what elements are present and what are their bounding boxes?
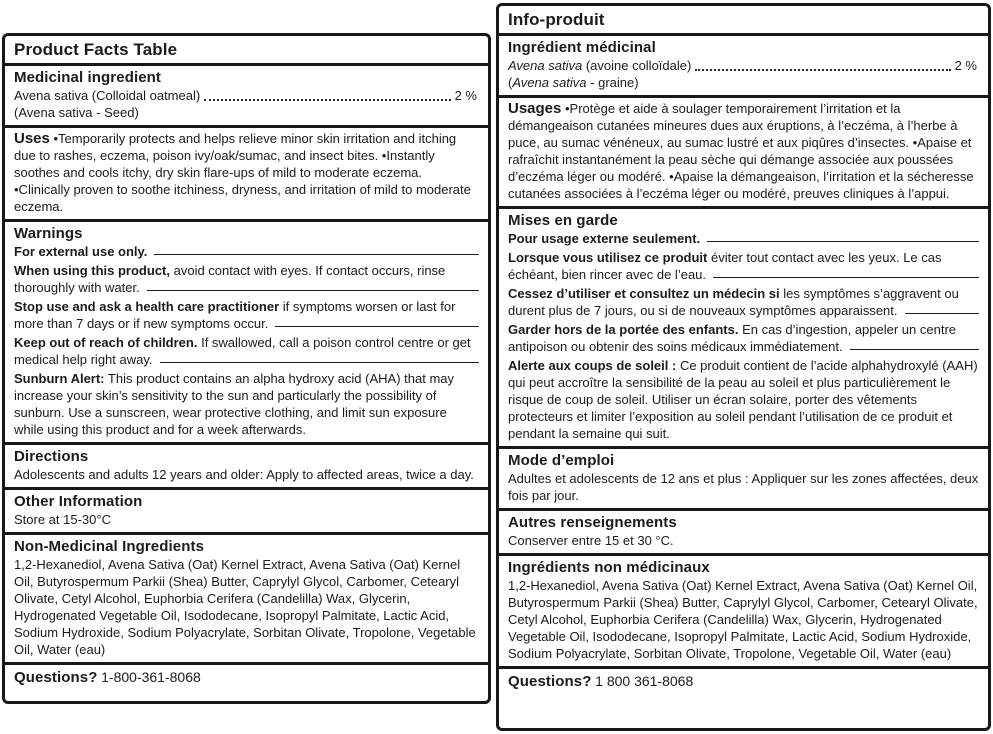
ingredient-source-rest: - graine) [586, 75, 639, 90]
non-medicinal-text-en: 1,2-Hexanediol, Avena Sativa (Oat) Kernel Extract, Avena Sativa (Oat) Kernel Oil, Butyrospermum Parkii (Shea) Butter, Caprylyl Glycol, Carbomer, Cetearyl Olivate, Cetyl Alcohol, Euphorbia Cerifera (Candelilla) Wax, Glycerin, Hydrogenated Vegetable Oil, Isododecane, Isopropyl Palmitate, Lactic Acid, Sodium Hydroxide, Sodium Polyacrylate, Sorbitan Olivate, Tropolone, Vegetable Oil, Water (eau) [14, 557, 476, 657]
ingredient-row-en [14, 87, 479, 104]
warning-lead: Cessez d’utiliser et consultez un médecin si [508, 286, 780, 301]
directions-heading-fr: Mode d’emploi [508, 452, 615, 469]
warnings-heading-fr: Mises en garde [508, 212, 618, 229]
ingredient-source-latin: Avena sativa [512, 75, 587, 90]
other-information-heading-fr: Autres renseignements [508, 514, 677, 531]
section-warnings-en [5, 219, 488, 442]
questions-phone-fr: 1 800 361-8068 [595, 673, 694, 689]
warning-lead: Stop use and ask a health care practitioner [14, 299, 280, 314]
section-other-information-fr [499, 508, 988, 553]
section-warnings-fr [499, 206, 988, 446]
non-medicinal-text-fr: 1,2-Hexanediol, Avena Sativa (Oat) Kernel Extract, Avena Sativa (Oat) Kernel Oil, Butyrospermum Parkii (Shea) Butter, Caprylyl Glycol, Carbomer, Cetearyl Olivate, Cetyl Alcohol, Euphorbia Cerifera (Candelilla) Wax, Glycerin, Hydrogenated Vegetable Oil, Isododecane, Isopropyl Palmitate, Lactic Acid, Sodium Hydroxide, Sodium Polyacrylate, Sorbitan Olivate, Tropolone, Vegetable Oil, Water (eau) [508, 578, 978, 661]
section-non-medicinal-fr [499, 553, 988, 666]
warning-text: This product contains an alpha hydroxy acid (AHA) that may increase your skin’s sensitivity to the sun and particularly the possibility of sunburn. Use a sunscreen, wear protective clothing, and limit sun exposure while using this product and for a week afterwards. [14, 371, 455, 437]
panel-title-en: Product Facts Table [14, 40, 178, 59]
section-non-medicinal-en [5, 532, 488, 662]
directions-heading-en: Directions [14, 448, 89, 465]
questions-row-en [14, 668, 479, 687]
warning-text: avoid contact with eyes. If contact occurs, rinse thoroughly with water. [14, 263, 446, 295]
uses-paragraph-en [14, 130, 479, 215]
section-directions-en [5, 442, 488, 487]
product-facts-panel-en [2, 33, 491, 704]
warnings-heading-en: Warnings [14, 225, 83, 242]
warning-text: if symptoms worsen or last for more than 7 days or if new symptoms occur. [14, 299, 456, 331]
warning-lead: Garder hors de la portée des enfants. [508, 322, 739, 337]
uses-heading-en: Uses [14, 130, 50, 147]
ingredient-source-fr [508, 74, 979, 91]
warning-lead: When using this product, [14, 263, 170, 278]
section-medicinal-ingredient-en [5, 63, 488, 125]
warning-external-use-fr: Pour usage externe seulement. [508, 230, 979, 247]
warning-item-when-using-en [14, 262, 479, 296]
uses-text-en: •Temporarily protects and helps relieve minor skin irritation and itching due to rashes, eczema, poison ivy/oak/sumac, and insect bites. •Instantly soothes and cools itchy, dry skin flare-ups of mild to moderate eczema. •Clinically proven to soothe itchiness, dryness, and irritation of mild to moderate eczema. [14, 131, 471, 214]
directions-text-en: Adolescents and adults 12 years and older: Apply to affected areas, twice a day. [14, 467, 474, 482]
ingredient-percent-fr: 2 % [954, 58, 977, 73]
section-directions-fr [499, 446, 988, 508]
non-medicinal-heading-fr: Ingrédients non médicinaux [508, 559, 710, 576]
warning-text: Ce produit contient de l’acide alphahydroxylé (AAH) qui peut accroître la sensibilité de la peau au soleil et plus particulièrement le risque de coup de soleil. Utiliser un écran solaire, porter des vêtements protecteurs et limiter l’exposition au soleil pendant l’utilisation de ce produit et pendant la semaine qui suit. [508, 358, 978, 441]
section-uses-fr [499, 95, 988, 206]
ingredient-name-en: Avena sativa (Colloidal oatmeal) [14, 88, 201, 103]
ingredient-latin-name: Avena sativa [508, 58, 583, 73]
warning-text: éviter tout contact avec les yeux. Le cas échéant, bien rincer avec de l’eau. [508, 250, 942, 282]
other-information-heading-en: Other Information [14, 493, 143, 510]
warning-item-sunburn-alert-fr [508, 357, 979, 442]
warning-item-sunburn-alert-en [14, 370, 479, 438]
questions-heading-fr: Questions? [508, 673, 592, 690]
ingredient-row-fr [508, 57, 979, 74]
section-other-information-en [5, 487, 488, 532]
other-information-text-en: Store at 15-30°C [14, 512, 111, 527]
panel-title-fr: Info-produit [508, 10, 605, 29]
warning-lead: Keep out of reach of children. [14, 335, 198, 350]
section-uses-en [5, 125, 488, 219]
uses-text-fr: •Protège et aide à soulager temporairement l’irritation et la démangeaison cutanées mineures dues aux éruptions, à l’eczéma, à l’herbe à puce, au sumac vénéneux, au sumac lustré et aux piqûres d’insectes. •Apaise et rafraîchit instantanément la peau sèche qui démange associée aux poussées d’eczéma léger ou modéré. •Apaise la démangeaison, l’irritation et la sécheresse cutanées associées à l’eczéma léger ou modéré, preuves cliniques à l’appui. [508, 101, 974, 201]
other-information-text-fr: Conserver entre 15 et 30 °C. [508, 533, 674, 548]
section-questions-en [5, 662, 488, 692]
warning-item-stop-use-fr [508, 285, 979, 319]
questions-phone-en: 1-800-361-8068 [101, 669, 201, 685]
warning-text: If swallowed, call a poison control centre or get medical help right away. [14, 335, 471, 367]
uses-paragraph-fr [508, 100, 979, 202]
warning-lead: Lorsque vous utilisez ce produit [508, 250, 708, 265]
warning-item-keep-out-fr [508, 321, 979, 355]
warning-lead: Alerte aux coups de soleil : [508, 358, 677, 373]
non-medicinal-heading-en: Non-Medicinal Ingredients [14, 538, 205, 555]
medicinal-ingredient-heading-en: Medicinal ingredient [14, 69, 162, 86]
product-facts-panel-fr [496, 3, 991, 731]
directions-text-fr: Adultes et adolescents de 12 ans et plus : Appliquer sur les zones affectées, deux fois par jour. [508, 471, 979, 503]
ingredient-common-name: (avoine colloïdale) [582, 58, 692, 73]
warning-item-keep-out-en [14, 334, 479, 368]
section-questions-fr [499, 666, 988, 696]
warning-text: les symptômes s’aggravent ou durent plus de 7 jours, ou si de nouveaux symptômes apparaissent. [508, 286, 959, 318]
warning-item-when-using-fr [508, 249, 979, 283]
ingredient-source-en: (Avena sativa - Seed) [14, 105, 139, 120]
medicinal-ingredient-heading-fr: Ingrédient médicinal [508, 39, 656, 56]
section-medicinal-ingredient-fr [499, 33, 988, 95]
warning-item-stop-use-en [14, 298, 479, 332]
dot-leader [695, 69, 950, 71]
questions-row-fr [508, 672, 979, 691]
ingredient-name-fr [508, 57, 691, 74]
ingredient-source-open: ( [508, 75, 513, 90]
questions-heading-en: Questions? [14, 669, 98, 686]
uses-heading-fr: Usages [508, 100, 562, 117]
warning-external-use-en: For external use only. [14, 243, 479, 260]
warning-text: En cas d’ingestion, appeler un centre antipoison ou obtenir des soins médicaux immédiatement. [508, 322, 956, 354]
ingredient-percent-en: 2 % [454, 88, 477, 103]
warning-lead: Sunburn Alert: [14, 371, 105, 386]
dot-leader [204, 99, 450, 101]
